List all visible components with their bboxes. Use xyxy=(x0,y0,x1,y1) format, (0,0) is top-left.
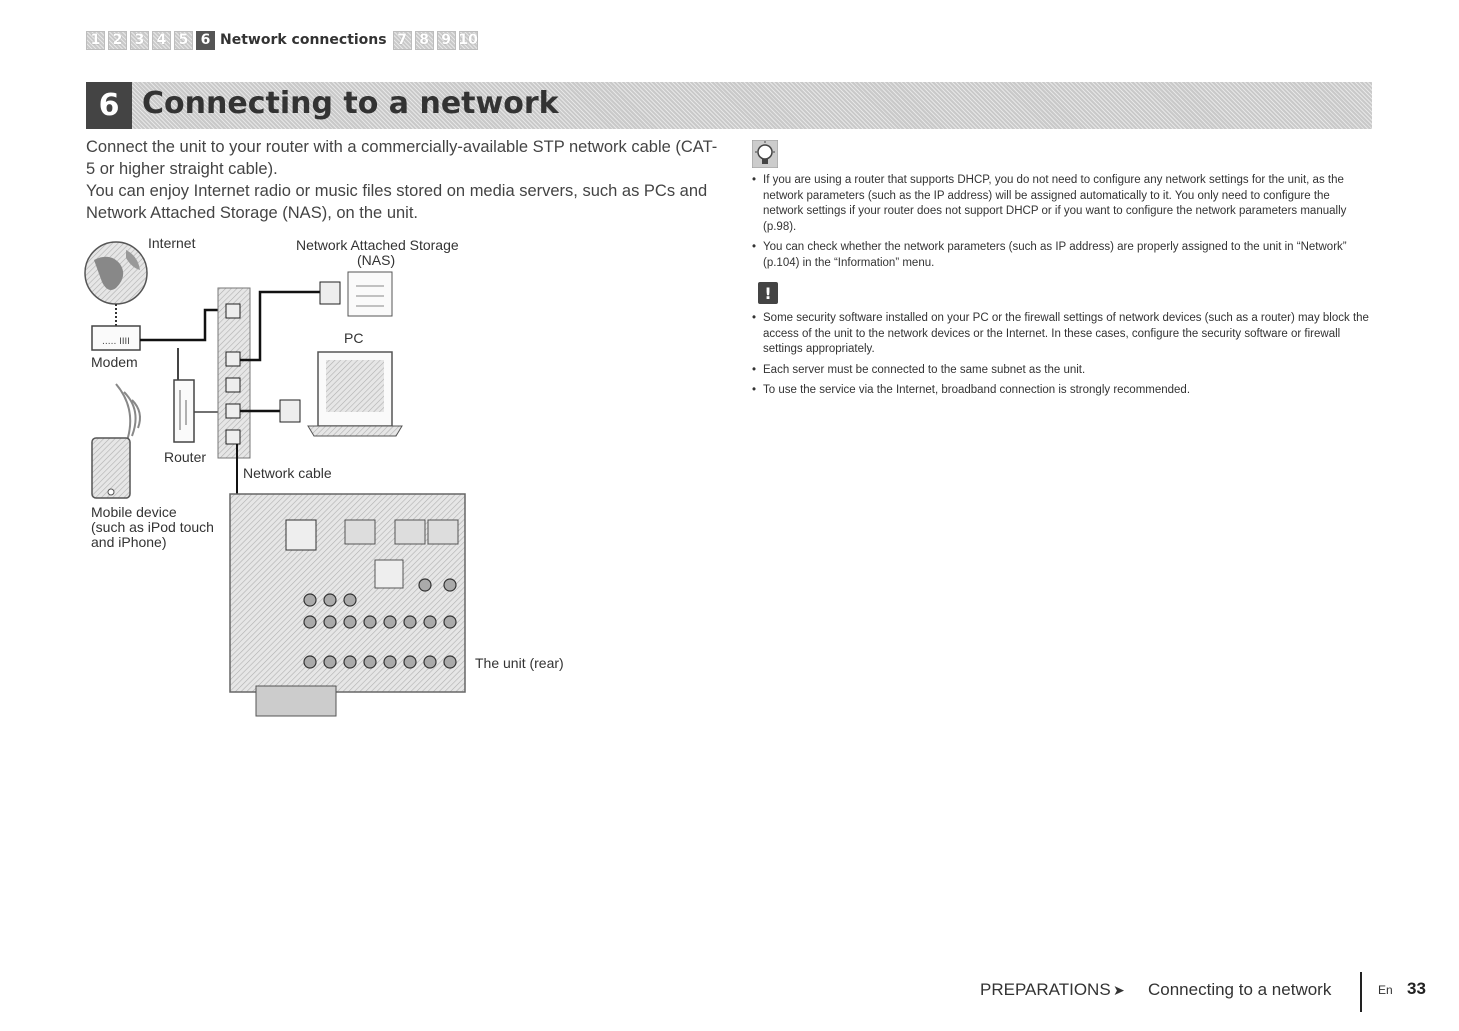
modem-icon xyxy=(92,326,140,350)
internet-label: Internet xyxy=(148,235,196,251)
caution-note-1: • Some security software installed on your PC or the firewall settings of network devices (such as a router) may block the access of the unit to the network devices or the Internet. In these cases, configure the security software or firewall settings appropriately. xyxy=(752,311,1372,358)
page-title: Connecting to a network xyxy=(142,86,559,121)
av-receiver-rear-panel xyxy=(230,494,465,716)
current-chapter-label: Network connections xyxy=(220,32,387,48)
hint-notes-list xyxy=(752,173,1372,276)
breadcrumb-page-title: Connecting to a network xyxy=(1148,980,1332,999)
wireless-signal-icon xyxy=(116,384,140,444)
svg-text:..... IIII: ..... IIII xyxy=(102,337,130,347)
intro-paragraph-1: Connect the unit to your router with a commercially-available STP network cable (CAT-5 or higher straight cable). xyxy=(86,138,718,178)
chapter-nav xyxy=(86,30,481,50)
nas-label-line2: (NAS) xyxy=(357,252,396,268)
hint-lightbulb-icon xyxy=(752,140,778,168)
chapter-tab-7[interactable]: 7 xyxy=(393,31,412,50)
router-label: Router xyxy=(164,449,207,465)
hint-note-1: • If you are using a router that supports DHCP, you do not need to configure any network settings for the unit, as the network parameters (such as the IP address) will be assigned automatically to it. You only need to configure the network settings if your router does not support DHCP or if you want to configure the network parameters manually (p.98). xyxy=(752,173,1372,235)
modem-label: Modem xyxy=(91,354,138,370)
chapter-tab-2[interactable]: 2 xyxy=(108,31,127,50)
chapter-tab-10[interactable]: 10 xyxy=(458,32,478,48)
globe-icon xyxy=(85,242,147,304)
caution-note-2: • Each server must be connected to the same subnet as the unit. xyxy=(752,363,1372,379)
mobile-label-line3: and iPhone) xyxy=(91,534,167,550)
page-number: 33 xyxy=(1407,979,1426,998)
router-icon xyxy=(174,348,194,442)
breadcrumb-section-link[interactable]: PREPARATIONS xyxy=(980,980,1111,999)
caution-note-3: • To use the service via the Internet, broadband connection is strongly recommended. xyxy=(752,383,1372,399)
nas-icon xyxy=(320,272,392,316)
chapter-tab-9[interactable]: 9 xyxy=(437,31,456,50)
mobile-device-icon xyxy=(92,438,130,498)
network-cable-label: Network cable xyxy=(243,465,332,481)
chapter-tab-5[interactable]: 5 xyxy=(174,31,193,50)
unit-rear-label: The unit (rear) xyxy=(475,655,564,671)
nas-label-line1: Network Attached Storage xyxy=(296,237,459,253)
section-number: 6 xyxy=(86,82,132,129)
footer-divider xyxy=(1360,972,1362,1012)
section-title-banner xyxy=(86,82,1372,129)
chapter-tab-4[interactable]: 4 xyxy=(152,31,171,50)
mobile-label-line1: Mobile device xyxy=(91,504,177,520)
hint-note-2: • You can check whether the network parameters (such as IP address) are properly assigned to the unit in “Network” (p.104) in the “Information” menu. xyxy=(752,240,1372,271)
chapter-tab-6-current[interactable]: 6 xyxy=(196,31,215,50)
intro-paragraph-2: You can enjoy Internet radio or music files stored on media servers, such as PCs and Network Attached Storage (NAS), on the unit. xyxy=(86,182,708,222)
language-indicator: En xyxy=(1378,983,1393,997)
chapter-tab-8[interactable]: 8 xyxy=(415,31,434,50)
chapter-tab-1[interactable]: 1 xyxy=(86,31,105,50)
pc-laptop-icon xyxy=(280,352,402,436)
pc-label: PC xyxy=(344,330,364,346)
caution-notes-list xyxy=(752,311,1372,404)
chapter-tab-3[interactable]: 3 xyxy=(130,31,149,50)
router-port-panel xyxy=(218,288,250,458)
mobile-label-line2: (such as iPod touch xyxy=(91,519,214,535)
caution-icon: ! xyxy=(758,282,778,304)
breadcrumb-arrow-icon: ➤ xyxy=(1113,982,1125,998)
